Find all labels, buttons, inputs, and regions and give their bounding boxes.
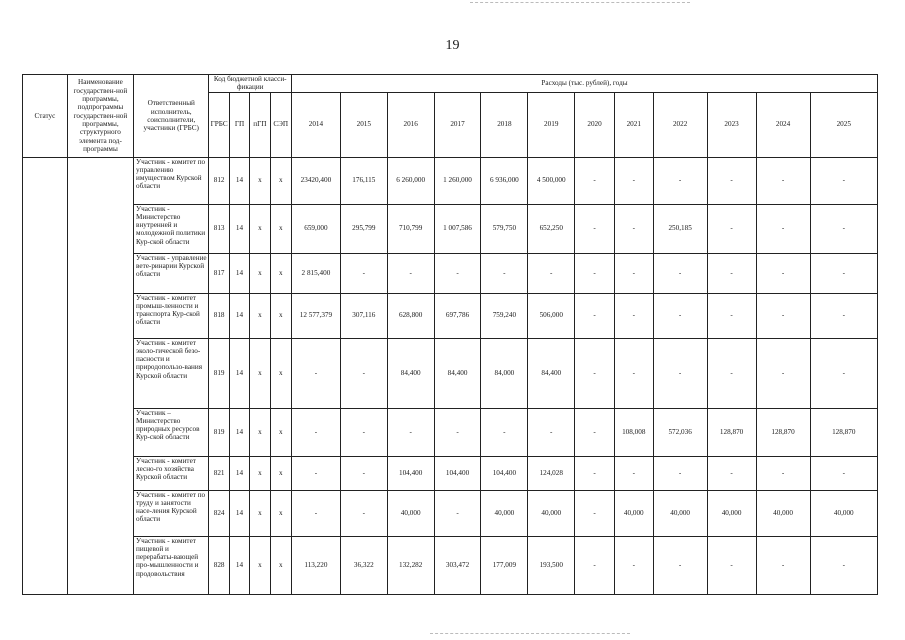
- budget-table: [22, 74, 878, 595]
- value-cell: -: [481, 253, 528, 293]
- header-year: 2017: [434, 92, 481, 157]
- value-cell: 40,000: [481, 490, 528, 536]
- value-cell: -: [810, 157, 877, 204]
- code-cell: х: [270, 204, 291, 253]
- value-cell: -: [340, 490, 387, 536]
- code-cell: 818: [209, 293, 229, 338]
- code-cell: 824: [209, 490, 229, 536]
- value-cell: -: [810, 536, 877, 594]
- code-cell: 14: [229, 253, 249, 293]
- value-cell: -: [575, 536, 615, 594]
- value-cell: -: [810, 338, 877, 408]
- header-year: 2016: [387, 92, 434, 157]
- header-year: 2021: [614, 92, 653, 157]
- value-cell: -: [575, 490, 615, 536]
- header-row-1: [23, 75, 878, 93]
- participant-cell: Участник - комитет пищевой и перерабаты-вающей про-мышленности и продовольствия: [134, 536, 209, 594]
- value-cell: -: [707, 293, 756, 338]
- code-cell: х: [250, 204, 270, 253]
- value-cell: -: [614, 253, 653, 293]
- participant-cell: Участник - Министерство внутренней и молодежной политики Кур-ской области: [134, 204, 209, 253]
- value-cell: 659,000: [291, 204, 340, 253]
- code-cell: х: [250, 157, 270, 204]
- value-cell: -: [614, 204, 653, 253]
- value-cell: -: [614, 157, 653, 204]
- value-cell: 1 260,000: [434, 157, 481, 204]
- value-cell: -: [653, 157, 707, 204]
- value-cell: -: [387, 408, 434, 456]
- code-cell: 828: [209, 536, 229, 594]
- value-cell: -: [575, 204, 615, 253]
- value-cell: -: [340, 408, 387, 456]
- code-cell: х: [270, 490, 291, 536]
- code-cell: х: [250, 456, 270, 490]
- value-cell: -: [653, 536, 707, 594]
- code-cell: х: [270, 408, 291, 456]
- header-year: 2014: [291, 92, 340, 157]
- value-cell: -: [575, 456, 615, 490]
- value-cell: -: [756, 204, 810, 253]
- value-cell: 1 007,586: [434, 204, 481, 253]
- code-cell: 812: [209, 157, 229, 204]
- code-cell: х: [250, 253, 270, 293]
- value-cell: -: [528, 408, 575, 456]
- value-cell: 176,115: [340, 157, 387, 204]
- header-code: пГП: [250, 92, 270, 157]
- value-cell: -: [575, 253, 615, 293]
- participant-cell: Участник – Министерство природных ресурсов Кур-ской области: [134, 408, 209, 456]
- header-year: 2025: [810, 92, 877, 157]
- value-cell: 628,800: [387, 293, 434, 338]
- value-cell: 124,028: [528, 456, 575, 490]
- value-cell: -: [756, 456, 810, 490]
- value-cell: 6 936,000: [481, 157, 528, 204]
- value-cell: -: [756, 293, 810, 338]
- page-number: 19: [445, 38, 460, 53]
- code-cell: 14: [229, 204, 249, 253]
- header-year: 2019: [528, 92, 575, 157]
- value-cell: -: [340, 253, 387, 293]
- value-cell: -: [810, 293, 877, 338]
- value-cell: 506,000: [528, 293, 575, 338]
- participant-cell: Участник - комитет эколо-гической безо-пасности и природопользо-вания Курской области: [134, 338, 209, 408]
- code-cell: 813: [209, 204, 229, 253]
- table-row: [23, 536, 878, 594]
- code-cell: 819: [209, 338, 229, 408]
- value-cell: 307,116: [340, 293, 387, 338]
- value-cell: 303,472: [434, 536, 481, 594]
- value-cell: 84,400: [434, 338, 481, 408]
- code-cell: 819: [209, 408, 229, 456]
- value-cell: -: [575, 157, 615, 204]
- value-cell: -: [653, 456, 707, 490]
- table-row: [23, 253, 878, 293]
- value-cell: -: [575, 338, 615, 408]
- value-cell: -: [653, 293, 707, 338]
- value-cell: 128,870: [810, 408, 877, 456]
- value-cell: -: [387, 253, 434, 293]
- value-cell: -: [810, 456, 877, 490]
- value-cell: 132,282: [387, 536, 434, 594]
- header-year: 2020: [575, 92, 615, 157]
- value-cell: 579,750: [481, 204, 528, 253]
- table-row: [23, 490, 878, 536]
- code-cell: 14: [229, 338, 249, 408]
- value-cell: -: [340, 338, 387, 408]
- table-row: [23, 157, 878, 204]
- header-status: Статус: [23, 75, 68, 158]
- scan-artifact-top: [470, 2, 690, 4]
- header-year: 2022: [653, 92, 707, 157]
- value-cell: 36,322: [340, 536, 387, 594]
- value-cell: 113,220: [291, 536, 340, 594]
- value-cell: 23420,400: [291, 157, 340, 204]
- code-cell: 817: [209, 253, 229, 293]
- value-cell: -: [756, 157, 810, 204]
- header-code: СЭП: [270, 92, 291, 157]
- value-cell: -: [291, 408, 340, 456]
- participant-cell: Участник - комитет промыш-ленности и транспорта Кур-ской области: [134, 293, 209, 338]
- value-cell: -: [756, 253, 810, 293]
- code-cell: х: [270, 157, 291, 204]
- value-cell: 697,786: [434, 293, 481, 338]
- value-cell: -: [434, 408, 481, 456]
- value-cell: 104,400: [434, 456, 481, 490]
- value-cell: -: [575, 408, 615, 456]
- program-name-cell: [67, 157, 133, 594]
- value-cell: 108,008: [614, 408, 653, 456]
- code-cell: х: [250, 408, 270, 456]
- code-cell: х: [250, 536, 270, 594]
- value-cell: -: [528, 253, 575, 293]
- code-cell: 14: [229, 408, 249, 456]
- value-cell: 104,400: [387, 456, 434, 490]
- value-cell: 193,500: [528, 536, 575, 594]
- value-cell: 84,400: [387, 338, 434, 408]
- value-cell: 84,000: [481, 338, 528, 408]
- table-row: [23, 456, 878, 490]
- value-cell: 40,000: [707, 490, 756, 536]
- participant-cell: Участник - управление вете-ринарии Курской области: [134, 253, 209, 293]
- code-cell: 14: [229, 456, 249, 490]
- code-cell: 821: [209, 456, 229, 490]
- value-cell: -: [575, 293, 615, 338]
- header-expenses: Расходы (тыс. рублей), годы: [291, 75, 877, 93]
- code-cell: х: [270, 456, 291, 490]
- value-cell: 40,000: [387, 490, 434, 536]
- value-cell: -: [291, 338, 340, 408]
- header-year: 2015: [340, 92, 387, 157]
- table-body: [23, 157, 878, 594]
- value-cell: 710,799: [387, 204, 434, 253]
- value-cell: 128,870: [756, 408, 810, 456]
- value-cell: -: [810, 253, 877, 293]
- value-cell: 250,185: [653, 204, 707, 253]
- value-cell: 177,009: [481, 536, 528, 594]
- table-row: [23, 408, 878, 456]
- value-cell: 572,036: [653, 408, 707, 456]
- value-cell: 104,400: [481, 456, 528, 490]
- value-cell: 84,400: [528, 338, 575, 408]
- code-cell: 14: [229, 490, 249, 536]
- header-code: ГРБС: [209, 92, 229, 157]
- value-cell: -: [707, 456, 756, 490]
- table-row: [23, 293, 878, 338]
- header-year: 2024: [756, 92, 810, 157]
- participant-cell: Участник - комитет по управлению имуществом Курской области: [134, 157, 209, 204]
- value-cell: -: [653, 338, 707, 408]
- value-cell: 128,870: [707, 408, 756, 456]
- value-cell: -: [614, 293, 653, 338]
- value-cell: -: [810, 204, 877, 253]
- value-cell: -: [340, 456, 387, 490]
- value-cell: 2 815,400: [291, 253, 340, 293]
- value-cell: 6 260,000: [387, 157, 434, 204]
- value-cell: -: [707, 536, 756, 594]
- value-cell: 40,000: [653, 490, 707, 536]
- value-cell: -: [614, 536, 653, 594]
- status-cell: [23, 157, 68, 594]
- code-cell: 14: [229, 157, 249, 204]
- value-cell: -: [481, 408, 528, 456]
- code-cell: х: [250, 338, 270, 408]
- value-cell: -: [291, 490, 340, 536]
- value-cell: -: [707, 253, 756, 293]
- table-row: [23, 204, 878, 253]
- value-cell: 759,240: [481, 293, 528, 338]
- participant-cell: Участник - комитет по труду и занятости насе-ления Курской области: [134, 490, 209, 536]
- value-cell: -: [291, 456, 340, 490]
- value-cell: -: [434, 253, 481, 293]
- value-cell: 4 500,000: [528, 157, 575, 204]
- code-cell: х: [250, 293, 270, 338]
- header-name: Наименование государствен-ной программы, подпрограммы государствен-ной программы, структурного элемента под-программы: [67, 75, 133, 158]
- code-cell: х: [270, 536, 291, 594]
- code-cell: 14: [229, 536, 249, 594]
- code-cell: х: [250, 490, 270, 536]
- value-cell: -: [653, 253, 707, 293]
- value-cell: 40,000: [614, 490, 653, 536]
- value-cell: -: [756, 338, 810, 408]
- value-cell: -: [707, 338, 756, 408]
- value-cell: -: [614, 456, 653, 490]
- value-cell: -: [707, 204, 756, 253]
- value-cell: 40,000: [810, 490, 877, 536]
- value-cell: -: [614, 338, 653, 408]
- value-cell: 12 577,379: [291, 293, 340, 338]
- value-cell: 652,250: [528, 204, 575, 253]
- header-year: 2018: [481, 92, 528, 157]
- header-budget-code: Код бюджетной класси-фикации: [209, 75, 292, 93]
- header-responsible: Ответственный исполнитель, соисполнители, участники (ГРБС): [134, 75, 209, 158]
- header-code: ГП: [229, 92, 249, 157]
- value-cell: 40,000: [756, 490, 810, 536]
- participant-cell: Участник - комитет лесно-го хозяйства Курской области: [134, 456, 209, 490]
- value-cell: 40,000: [528, 490, 575, 536]
- code-cell: х: [270, 293, 291, 338]
- value-cell: -: [707, 157, 756, 204]
- value-cell: 295,799: [340, 204, 387, 253]
- value-cell: -: [434, 490, 481, 536]
- code-cell: 14: [229, 293, 249, 338]
- scan-artifact-bottom: [430, 633, 630, 635]
- header-year: 2023: [707, 92, 756, 157]
- table-row: [23, 338, 878, 408]
- code-cell: х: [270, 338, 291, 408]
- code-cell: х: [270, 253, 291, 293]
- value-cell: -: [756, 536, 810, 594]
